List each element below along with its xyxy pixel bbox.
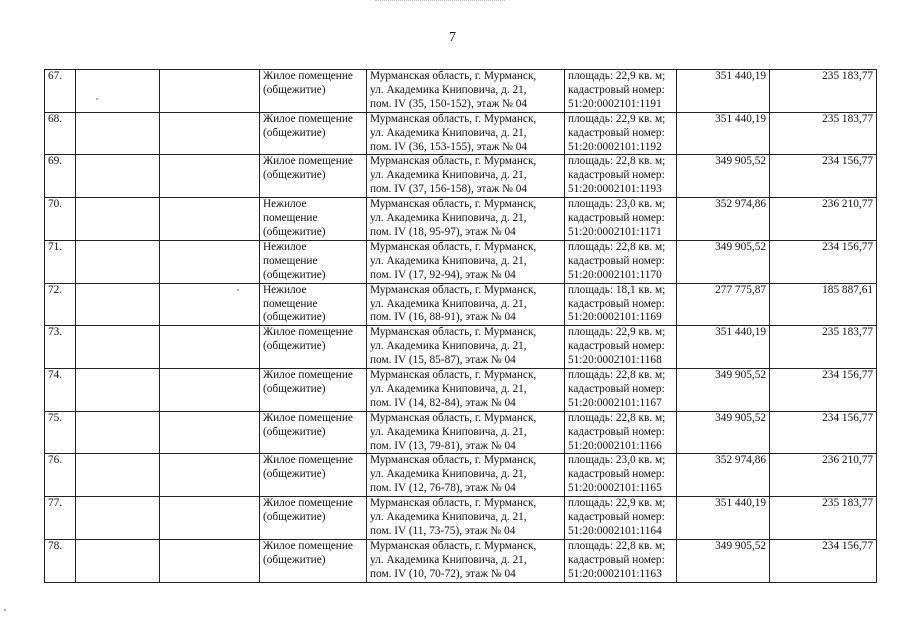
address-line: ул. Академика Книповича, д. 21,: [370, 83, 527, 96]
details-line: площадь: 22,8 кв. м;: [568, 369, 666, 382]
empty-cell: [76, 283, 160, 326]
premises-type-cell: [260, 155, 367, 198]
empty-cell: [160, 497, 260, 540]
empty-cell: [76, 326, 160, 369]
details-cell: [565, 539, 677, 582]
premises-type-line: Нежилое: [263, 283, 307, 296]
premises-type-line: Нежилое: [263, 240, 307, 253]
table-row: [45, 369, 877, 412]
table-row: [45, 283, 877, 326]
details-line: площадь: 18,1 кв. м;: [568, 283, 666, 296]
address-line: ул. Академика Книповича, д. 21,: [370, 297, 527, 310]
address-line: Мурманская область, г. Мурманск,: [370, 283, 537, 296]
table-row: [45, 454, 877, 497]
address-line: пом. IV (36, 153-155), этаж № 04: [370, 140, 528, 153]
value-cell-2: 234 156,77: [770, 240, 877, 283]
row-number-cell: 67.: [45, 70, 76, 113]
address-line: ул. Академика Книповича, д. 21,: [370, 169, 527, 182]
row-number-cell: 76.: [45, 454, 76, 497]
address-line: Мурманская область, г. Мурманск,: [370, 411, 537, 424]
value-cell-2: 234 156,77: [770, 155, 877, 198]
value-cell-2: 236 210,77: [770, 198, 877, 241]
address-line: Мурманская область, г. Мурманск,: [370, 326, 537, 339]
details-line: площадь: 22,8 кв. м;: [568, 411, 666, 424]
address-line: ул. Академика Книповича, д. 21,: [370, 553, 527, 566]
value-cell-1: 349 905,52: [677, 240, 770, 283]
empty-cell: [76, 539, 160, 582]
premises-type-cell: [260, 70, 367, 113]
value-cell-1: 349 905,52: [677, 411, 770, 454]
details-cell: [565, 283, 677, 326]
premises-type-line: (общежитие): [263, 83, 326, 96]
value-cell-2: 234 156,77: [770, 411, 877, 454]
address-line: ул. Академика Книповича, д. 21,: [370, 425, 527, 438]
address-cell: [367, 112, 565, 155]
address-line: пом. IV (11, 73-75), этаж № 04: [370, 525, 516, 537]
details-line: площадь: 23,0 кв. м;: [568, 198, 666, 211]
empty-cell: [76, 155, 160, 198]
value-cell-1: 351 440,19: [677, 326, 770, 369]
premises-type-line: (общежитие): [263, 425, 326, 438]
details-line: 51:20:0002101:1165: [568, 482, 662, 495]
value-cell-2: 235 183,77: [770, 497, 877, 540]
premises-type-line: Жилое помещение: [263, 155, 353, 168]
empty-cell: [160, 112, 260, 155]
table-row: [45, 112, 877, 155]
address-line: Мурманская область, г. Мурманск,: [370, 369, 537, 382]
value-cell-2: 235 183,77: [770, 112, 877, 155]
value-cell-2: 234 156,77: [770, 369, 877, 412]
details-line: площадь: 22,9 кв. м;: [568, 70, 666, 82]
empty-cell: [160, 240, 260, 283]
premises-type-line: помещение: [263, 297, 318, 310]
address-cell: [367, 198, 565, 241]
address-line: ул. Академика Книповича, д. 21,: [370, 511, 527, 524]
premises-type-line: Нежилое: [263, 198, 307, 211]
premises-type-line: (общежитие): [263, 382, 326, 395]
value-cell-1: 277 775,87: [677, 283, 770, 326]
details-line: 51:20:0002101:1168: [568, 354, 662, 367]
premises-type-line: (общежитие): [263, 468, 326, 481]
table-row: [45, 539, 877, 582]
premises-type-cell: [260, 283, 367, 326]
premises-type-cell: [260, 497, 367, 540]
empty-cell: [160, 369, 260, 412]
premises-type-line: (общежитие): [263, 511, 326, 524]
address-line: пом. IV (16, 88-91), этаж № 04: [370, 311, 516, 324]
details-cell: [565, 240, 677, 283]
address-line: ул. Академика Книповича, д. 21,: [370, 468, 527, 481]
address-line: Мурманская область, г. Мурманск,: [370, 155, 537, 168]
premises-type-line: (общежитие): [263, 340, 326, 353]
address-line: пом. IV (18, 95-97), этаж № 04: [370, 225, 516, 238]
details-cell: [565, 411, 677, 454]
details-line: кадастровый номер:: [568, 126, 665, 139]
empty-cell: [76, 411, 160, 454]
address-line: ул. Академика Книповича, д. 21,: [370, 254, 527, 267]
premises-type-line: помещение: [263, 254, 318, 267]
premises-type-line: Жилое помещение: [263, 454, 353, 467]
details-line: площадь: 22,9 кв. м;: [568, 326, 666, 339]
premises-type-cell: [260, 539, 367, 582]
details-cell: [565, 497, 677, 540]
details-line: 51:20:0002101:1193: [568, 183, 662, 196]
details-line: 51:20:0002101:1191: [568, 97, 662, 110]
address-line: ул. Академика Книповича, д. 21,: [370, 212, 527, 225]
details-line: кадастровый номер:: [568, 212, 665, 225]
address-line: ул. Академика Книповича, д. 21,: [370, 340, 527, 353]
property-registry-table: [44, 69, 877, 583]
premises-type-cell: [260, 198, 367, 241]
details-line: кадастровый номер:: [568, 553, 665, 566]
premises-type-line: Жилое помещение: [263, 539, 353, 552]
premises-type-line: (общежитие): [263, 126, 326, 139]
value-cell-1: 351 440,19: [677, 112, 770, 155]
details-cell: [565, 70, 677, 113]
address-cell: [367, 240, 565, 283]
value-cell-1: 352 974,86: [677, 454, 770, 497]
address-line: Мурманская область, г. Мурманск,: [370, 112, 537, 125]
row-number-cell: 78.: [45, 539, 76, 582]
details-line: площадь: 22,8 кв. м;: [568, 240, 666, 253]
address-line: ул. Академика Книповича, д. 21,: [370, 382, 527, 395]
empty-cell: [160, 326, 260, 369]
address-cell: [367, 454, 565, 497]
address-line: пом. IV (15, 85-87), этаж № 04: [370, 354, 516, 367]
value-cell-2: 235 183,77: [770, 326, 877, 369]
scan-speck: [237, 289, 239, 291]
scan-speck: [96, 98, 98, 100]
premises-type-line: (общежитие): [263, 311, 326, 324]
address-line: пом. IV (37, 156-158), этаж № 04: [370, 183, 528, 196]
premises-type-line: Жилое помещение: [263, 497, 353, 510]
empty-cell: [160, 539, 260, 582]
table-row: [45, 70, 877, 113]
row-number-cell: 69.: [45, 155, 76, 198]
value-cell-1: 349 905,52: [677, 539, 770, 582]
row-number-cell: 77.: [45, 497, 76, 540]
address-cell: [367, 411, 565, 454]
premises-type-line: Жилое помещение: [263, 70, 353, 82]
details-cell: [565, 326, 677, 369]
address-line: пом. IV (14, 82-84), этаж № 04: [370, 396, 516, 409]
address-cell: [367, 70, 565, 113]
details-cell: [565, 369, 677, 412]
scan-speck: [4, 609, 6, 611]
details-cell: [565, 155, 677, 198]
premises-type-cell: [260, 454, 367, 497]
empty-cell: [76, 240, 160, 283]
details-line: 51:20:0002101:1164: [568, 525, 662, 537]
empty-cell: [160, 454, 260, 497]
details-line: кадастровый номер:: [568, 511, 665, 524]
value-cell-2: 185 887,61: [770, 283, 877, 326]
empty-cell: [160, 198, 260, 241]
value-cell-1: 349 905,52: [677, 155, 770, 198]
premises-type-cell: [260, 369, 367, 412]
empty-cell: [76, 198, 160, 241]
premises-type-cell: [260, 112, 367, 155]
table-row: [45, 497, 877, 540]
address-line: Мурманская область, г. Мурманск,: [370, 240, 537, 253]
table-row: [45, 326, 877, 369]
address-cell: [367, 539, 565, 582]
details-line: площадь: 22,9 кв. м;: [568, 497, 666, 510]
row-number-cell: 72.: [45, 283, 76, 326]
details-cell: [565, 454, 677, 497]
address-line: ул. Академика Книповича, д. 21,: [370, 126, 527, 139]
details-line: кадастровый номер:: [568, 297, 665, 310]
premises-type-line: (общежитие): [263, 553, 326, 566]
table-body: [45, 70, 877, 583]
details-line: кадастровый номер:: [568, 83, 665, 96]
value-cell-2: 234 156,77: [770, 539, 877, 582]
premises-type-line: (общежитие): [263, 169, 326, 182]
value-cell-1: 351 440,19: [677, 497, 770, 540]
details-line: кадастровый номер:: [568, 340, 665, 353]
details-line: кадастровый номер:: [568, 169, 665, 182]
address-line: Мурманская область, г. Мурманск,: [370, 198, 537, 211]
page-number: 7: [449, 30, 456, 45]
details-line: площадь: 22,8 кв. м;: [568, 539, 666, 552]
premises-type-line: (общежитие): [263, 225, 326, 238]
premises-type-cell: [260, 240, 367, 283]
empty-cell: [160, 70, 260, 113]
address-line: пом. IV (35, 150-152), этаж № 04: [370, 97, 528, 110]
details-line: кадастровый номер:: [568, 425, 665, 438]
address-cell: [367, 497, 565, 540]
details-line: кадастровый номер:: [568, 382, 665, 395]
scan-smudge: [375, 0, 505, 5]
premises-type-line: помещение: [263, 212, 318, 225]
details-line: кадастровый номер:: [568, 254, 665, 267]
details-line: 51:20:0002101:1163: [568, 567, 662, 580]
table-row: [45, 240, 877, 283]
address-cell: [367, 326, 565, 369]
address-line: пом. IV (12, 76-78), этаж № 04: [370, 482, 516, 495]
address-line: Мурманская область, г. Мурманск,: [370, 539, 537, 552]
details-line: площадь: 23,0 кв. м;: [568, 454, 666, 467]
value-cell-2: 235 183,77: [770, 70, 877, 113]
value-cell-1: 351 440,19: [677, 70, 770, 113]
details-line: площадь: 22,9 кв. м;: [568, 112, 666, 125]
details-line: 51:20:0002101:1170: [568, 268, 662, 281]
empty-cell: [76, 70, 160, 113]
row-number-cell: 70.: [45, 198, 76, 241]
address-line: Мурманская область, г. Мурманск,: [370, 454, 537, 467]
address-line: пом. IV (10, 70-72), этаж № 04: [370, 567, 516, 580]
row-number-cell: 73.: [45, 326, 76, 369]
address-line: Мурманская область, г. Мурманск,: [370, 497, 537, 510]
premises-type-line: Жилое помещение: [263, 369, 353, 382]
details-line: площадь: 22,8 кв. м;: [568, 155, 666, 168]
address-cell: [367, 155, 565, 198]
empty-cell: [160, 155, 260, 198]
premises-type-line: Жилое помещение: [263, 112, 353, 125]
details-line: 51:20:0002101:1171: [568, 225, 662, 238]
empty-cell: [76, 112, 160, 155]
details-line: 51:20:0002101:1169: [568, 311, 662, 324]
row-number-cell: 75.: [45, 411, 76, 454]
address-cell: [367, 369, 565, 412]
details-cell: [565, 198, 677, 241]
details-line: 51:20:0002101:1192: [568, 140, 662, 153]
row-number-cell: 68.: [45, 112, 76, 155]
details-cell: [565, 112, 677, 155]
table-row: [45, 198, 877, 241]
details-line: кадастровый номер:: [568, 468, 665, 481]
table-row: [45, 155, 877, 198]
address-line: пом. IV (13, 79-81), этаж № 04: [370, 439, 516, 452]
empty-cell: [76, 454, 160, 497]
empty-cell: [76, 497, 160, 540]
premises-type-cell: [260, 411, 367, 454]
table-row: [45, 411, 877, 454]
premises-type-cell: [260, 326, 367, 369]
empty-cell: [76, 369, 160, 412]
value-cell-2: 236 210,77: [770, 454, 877, 497]
premises-type-line: (общежитие): [263, 268, 326, 281]
empty-cell: [160, 283, 260, 326]
empty-cell: [160, 411, 260, 454]
details-line: 51:20:0002101:1167: [568, 396, 662, 409]
row-number-cell: 71.: [45, 240, 76, 283]
value-cell-1: 349 905,52: [677, 369, 770, 412]
row-number-cell: 74.: [45, 369, 76, 412]
details-line: 51:20:0002101:1166: [568, 439, 662, 452]
premises-type-line: Жилое помещение: [263, 411, 353, 424]
address-line: Мурманская область, г. Мурманск,: [370, 70, 537, 82]
value-cell-1: 352 974,86: [677, 198, 770, 241]
address-cell: [367, 283, 565, 326]
address-line: пом. IV (17, 92-94), этаж № 04: [370, 268, 516, 281]
premises-type-line: Жилое помещение: [263, 326, 353, 339]
